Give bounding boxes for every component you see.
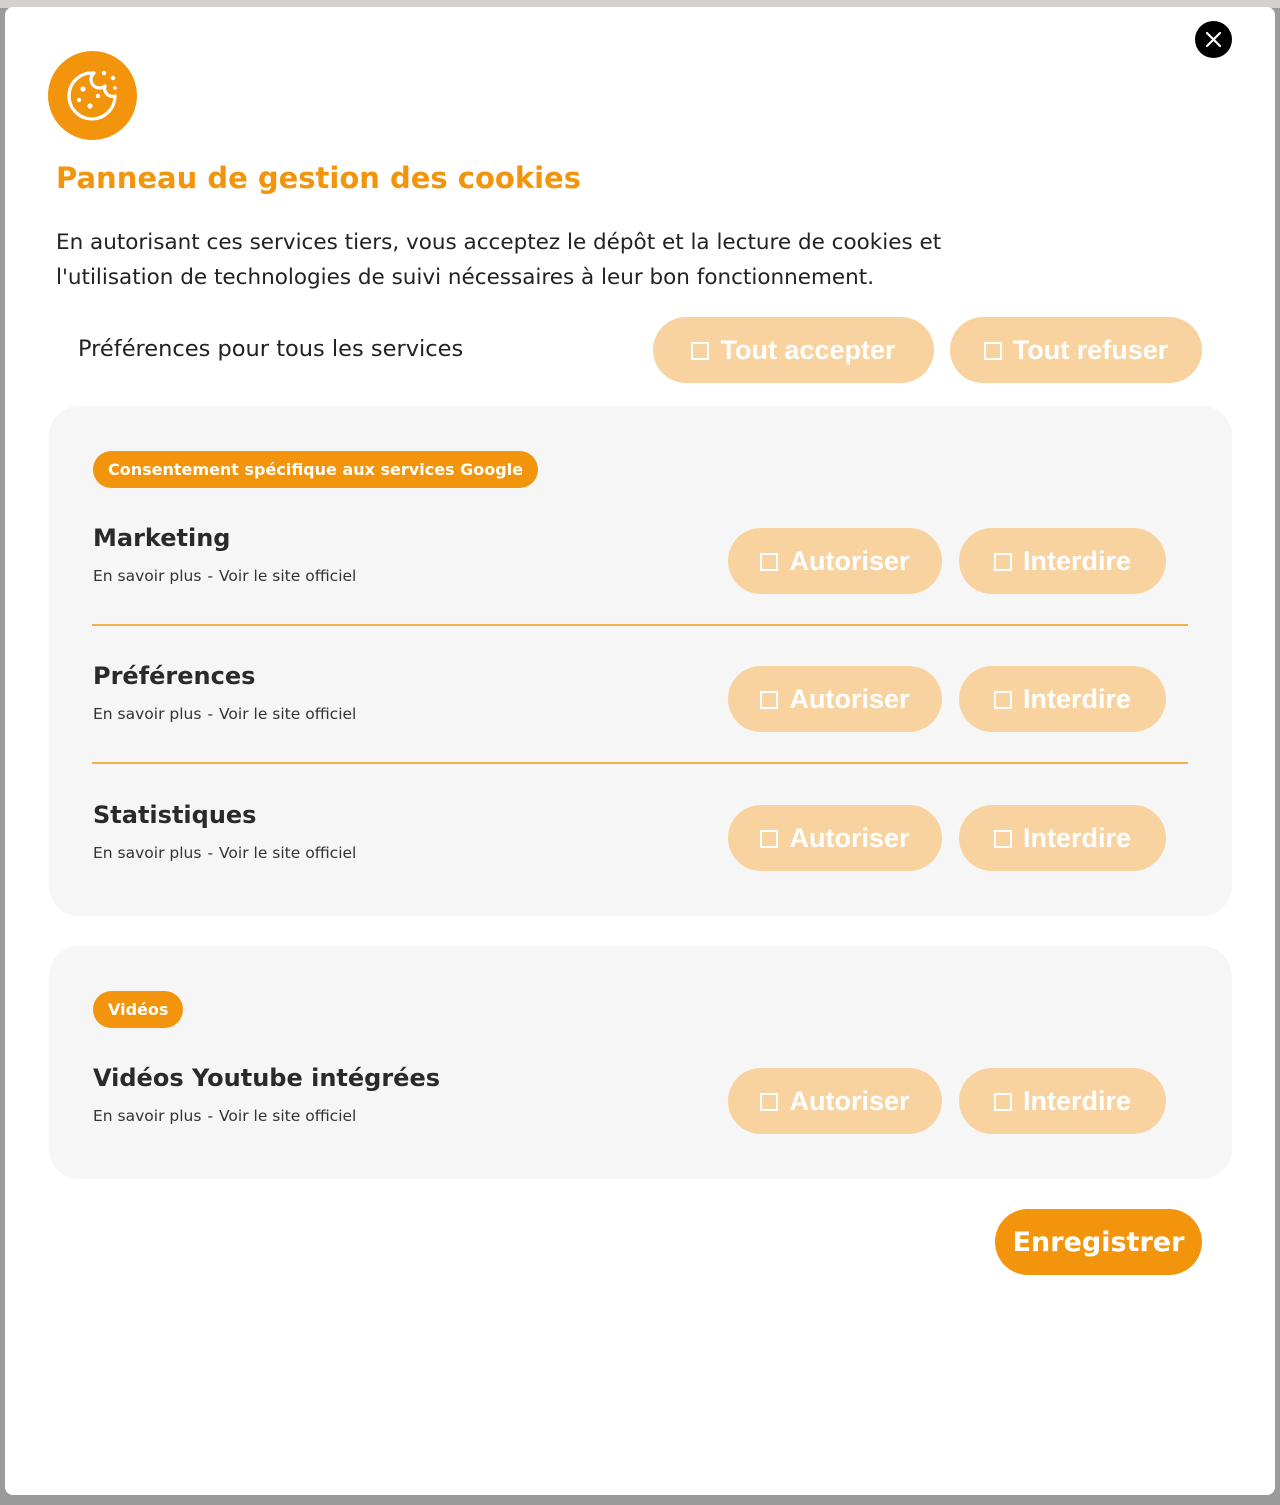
accept-all-button[interactable]: Tout accepter (653, 317, 934, 383)
statistics-deny-button[interactable]: Interdire (959, 805, 1166, 871)
service-name-youtube: Vidéos Youtube intégrées (93, 1064, 441, 1092)
official-site-link[interactable]: Voir le site officiel (219, 1107, 357, 1125)
statistics-allow-button[interactable]: Autoriser (728, 805, 942, 871)
preferences-allow-button[interactable]: Autoriser (728, 666, 942, 732)
official-site-link[interactable]: Voir le site officiel (219, 705, 357, 723)
checkbox-icon (994, 553, 1012, 571)
checkbox-icon (760, 1093, 778, 1111)
save-button[interactable]: Enregistrer (995, 1209, 1202, 1275)
dialog-intro: En autorisant ces services tiers, vous acceptez le dépôt et la lecture de cookies et l'utilisation de technologies de suivi nécessaires à leur bon fonctionnement. (56, 230, 942, 290)
checkbox-icon (984, 342, 1002, 360)
cookie-icon (48, 51, 137, 140)
checkbox-icon (760, 691, 778, 709)
marketing-deny-button[interactable]: Interdire (959, 528, 1166, 594)
cookie-consent-dialog (5, 7, 1275, 1495)
service-links (93, 567, 356, 585)
group-badge: Consentement spécifique aux services Google (93, 451, 538, 488)
close-icon (1205, 31, 1222, 48)
link-separator: - (207, 844, 214, 862)
dialog-title: Panneau de gestion des cookies (56, 161, 581, 195)
service-name-preferences: Préférences (93, 662, 256, 690)
videos-card (49, 946, 1232, 1179)
checkbox-icon (760, 830, 778, 848)
checkbox-icon (760, 553, 778, 571)
youtube-deny-button[interactable]: Interdire (959, 1068, 1166, 1134)
checkbox-icon (994, 1093, 1012, 1111)
learn-more-link[interactable]: En savoir plus (93, 705, 202, 723)
close-button[interactable] (1195, 21, 1232, 58)
link-separator: - (207, 705, 214, 723)
youtube-allow-button[interactable]: Autoriser (728, 1068, 942, 1134)
learn-more-link[interactable]: En savoir plus (93, 1107, 202, 1125)
service-name-statistics: Statistiques (93, 801, 257, 829)
service-links (93, 1107, 356, 1125)
checkbox-icon (994, 691, 1012, 709)
refuse-all-button[interactable]: Tout refuser (950, 317, 1202, 383)
official-site-link[interactable]: Voir le site officiel (219, 844, 357, 862)
link-separator: - (207, 567, 214, 585)
global-preferences-label: Préférences pour tous les services (78, 336, 464, 362)
service-links (93, 705, 356, 723)
service-links (93, 844, 356, 862)
divider (92, 762, 1188, 764)
google-services-card (49, 406, 1232, 916)
learn-more-link[interactable]: En savoir plus (93, 844, 202, 862)
checkbox-icon (994, 830, 1012, 848)
learn-more-link[interactable]: En savoir plus (93, 567, 202, 585)
official-site-link[interactable]: Voir le site officiel (219, 567, 357, 585)
preferences-deny-button[interactable]: Interdire (959, 666, 1166, 732)
checkbox-icon (691, 342, 709, 360)
link-separator: - (207, 1107, 214, 1125)
service-name-marketing: Marketing (93, 524, 231, 552)
divider (92, 624, 1188, 626)
group-badge: Vidéos (93, 991, 183, 1028)
marketing-allow-button[interactable]: Autoriser (728, 528, 942, 594)
